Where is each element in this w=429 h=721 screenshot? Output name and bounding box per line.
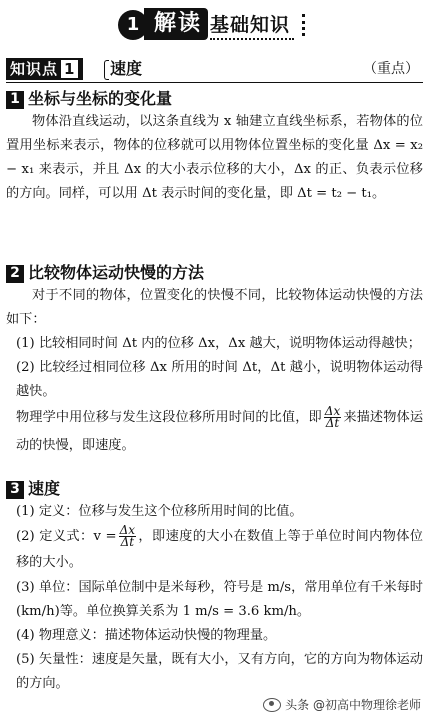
section-1-heading bbox=[6, 88, 423, 110]
knowledge-point-number: 1 bbox=[60, 59, 79, 79]
header-subtitle: 基础知识 bbox=[210, 10, 294, 40]
header-badge: 1 bbox=[118, 10, 148, 40]
velocity-definition: (1) 定义：位移与发生这个位移所用时间的比值。 bbox=[16, 504, 303, 519]
ratio-denominator: Δt bbox=[325, 416, 340, 430]
header-dots-decoration bbox=[302, 14, 308, 36]
formula-numerator: Δx bbox=[119, 523, 136, 537]
ratio-numerator: Δx bbox=[324, 404, 341, 418]
knowledge-point-label: 知识点 bbox=[10, 60, 59, 78]
velocity-unit: (3) 单位：国际单位制中是米每秒，符号是 m/s，常用单位有千米每时(km/h)等。单位换算关系为 1 m/s = 3.6 km/h。 bbox=[16, 580, 423, 619]
ratio-text-after: 来描述物体运动的快慢，即速度。 bbox=[16, 410, 424, 453]
ratio-text-before: 物理学中用位移与发生这段位移所用时间的比值，即 bbox=[16, 410, 322, 425]
knowledge-point-title: 速度 bbox=[110, 59, 143, 78]
section-2-ratio-paragraph bbox=[6, 404, 423, 460]
formula-fraction bbox=[119, 525, 136, 548]
formula-text-after: ，即速度的大小在数值上等于单位时间内物体位移的大小。 bbox=[16, 529, 423, 570]
section-2-number: 2 bbox=[6, 265, 24, 283]
importance-tag: （重点） bbox=[363, 61, 419, 77]
section-1-number: 1 bbox=[6, 91, 24, 109]
watermark bbox=[263, 696, 421, 713]
section-1-paragraph: 物体沿直线运动，以这条直线为 x 轴建立直线坐标系，若物体的位置用坐标来表示，物体的位移就可以用物体位置坐标的变化量 Δx = x₂ − x₁ 来表示，并且 Δx 的大小表示位移的大小，Δx 的正、负表示位移的方向。同样，可以用 Δt 表示时间的变化量，即 Δt = t₂ − t₁。 bbox=[6, 114, 423, 201]
section-3-heading bbox=[6, 478, 423, 500]
velocity-formula bbox=[6, 524, 423, 576]
ratio-fraction bbox=[324, 406, 341, 429]
velocity-meaning: (4) 物理意义：描述物体运动快慢的物理量。 bbox=[16, 628, 277, 643]
headphones-icon bbox=[263, 698, 281, 712]
section-2-method-1: (1) 比较相同时间 Δt 内的位移 Δx，Δx 越大，说明物体运动得越快； bbox=[16, 336, 421, 351]
section-3-number: 3 bbox=[6, 481, 24, 499]
watermark-text: 头条 @初高中物理徐老师 bbox=[285, 698, 421, 712]
section-3 bbox=[6, 478, 423, 696]
section-1 bbox=[6, 88, 423, 206]
velocity-vector: (5) 矢量性：速度是矢量，既有大小，又有方向，它的方向为物体运动的方向。 bbox=[16, 652, 423, 691]
section-2-intro: 对于不同的物体，位置变化的快慢不同，比较物体运动快慢的方法如下： bbox=[6, 288, 423, 327]
header-main-title: 解读 bbox=[144, 8, 208, 40]
formula-denominator: Δt bbox=[120, 535, 135, 549]
section-2-title: 比较物体运动快慢的方法 bbox=[28, 263, 205, 282]
formula-text-before: (2) 定义式：v = bbox=[16, 529, 117, 544]
section-3-title: 速度 bbox=[28, 479, 61, 498]
section-2-heading bbox=[6, 262, 423, 284]
section-1-title: 坐标与坐标的变化量 bbox=[28, 89, 173, 108]
knowledge-point-badge bbox=[6, 58, 83, 80]
section-2-method-2: (2) 比较经过相同位移 Δx 所用的时间 Δt，Δt 越小，说明物体运动得越快。 bbox=[16, 360, 423, 399]
section-2 bbox=[6, 262, 423, 460]
section-header bbox=[0, 6, 429, 42]
knowledge-point-bar bbox=[6, 58, 423, 83]
